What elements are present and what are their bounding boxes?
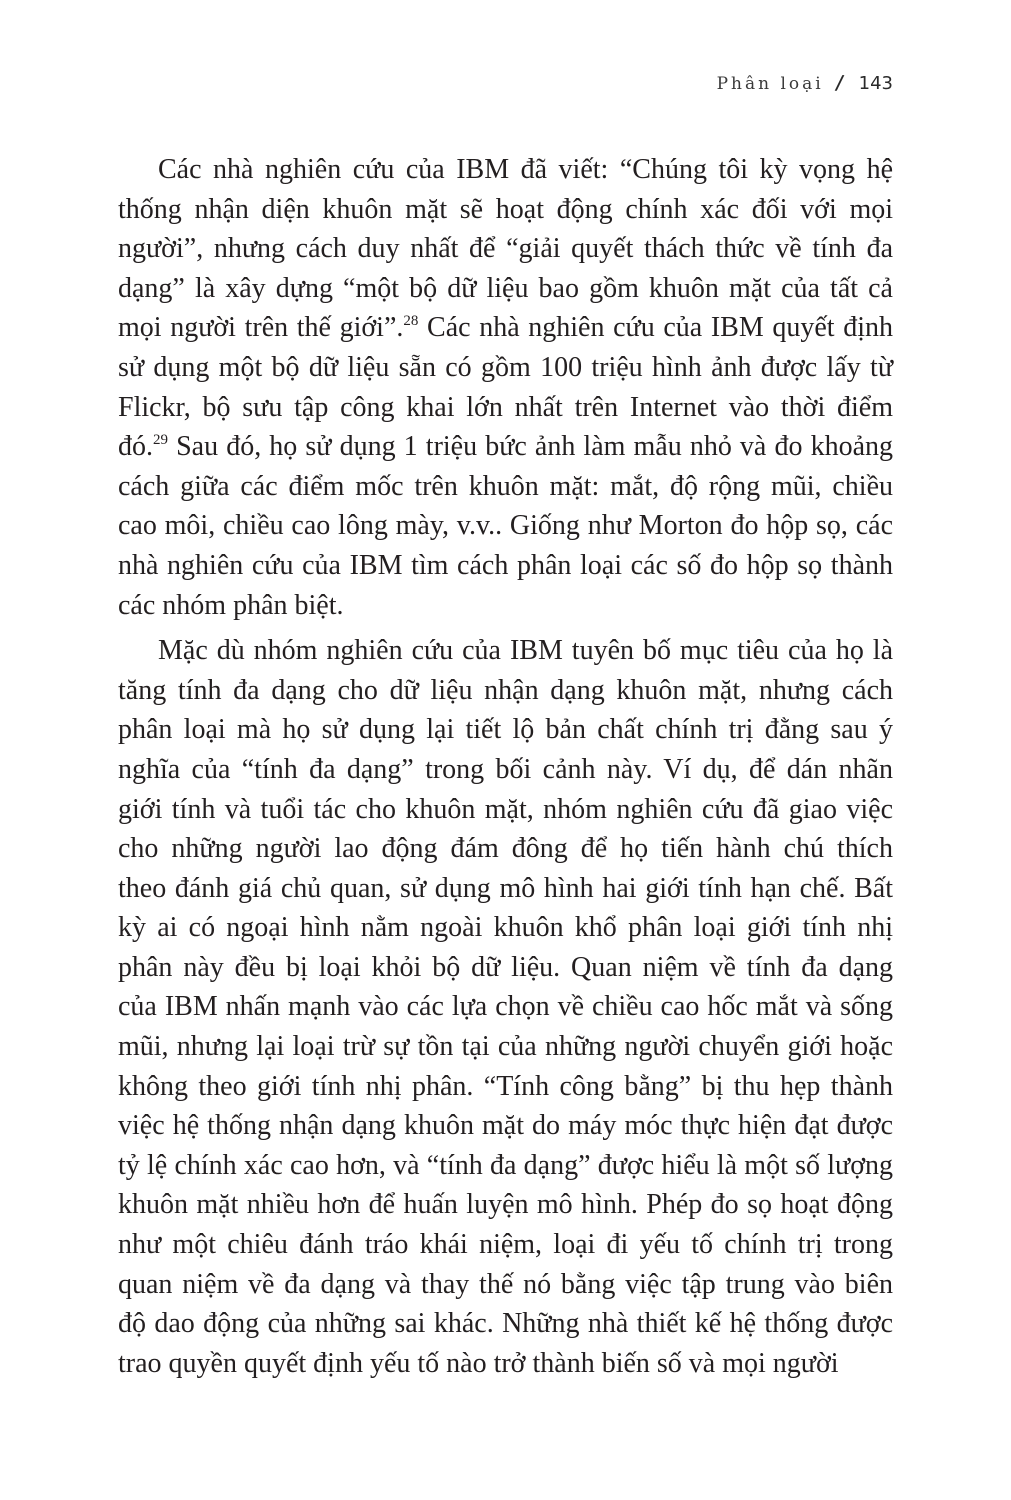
- text-line: giới tính và tuổi tác cho khuôn mặt, nhóm nghiên cứu đã giao việc: [118, 793, 893, 825]
- text-line: mũi, nhưng lại loại trừ sự tồn tại của những người chuyển giới hoặc: [118, 1031, 893, 1063]
- body-text: [118, 150, 893, 1389]
- text-line: dạng” là xây dựng “một bộ dữ liệu bao gồm khuôn mặt của tất cả: [118, 272, 893, 304]
- page-number: 143: [858, 73, 893, 94]
- text-line: theo đánh giá chủ quan, sử dụng mô hình hai giới tính hạn chế. Bất: [118, 872, 893, 904]
- text-line: việc hệ thống nhận dạng khuôn mặt do máy móc thực hiện đạt được: [118, 1110, 893, 1142]
- header-separator: /: [833, 72, 845, 94]
- text-line: như một chiêu đánh tráo khái niệm, loại đi yếu tố chính trị trong: [118, 1229, 893, 1261]
- text-line: nhà nghiên cứu của IBM tìm cách phân loại các số đo hộp sọ thành: [118, 549, 893, 581]
- text-line: phân này đều bị loại khỏi bộ dữ liệu. Quan niệm về tính đa dạng: [118, 951, 893, 983]
- text-line: không theo giới tính nhị phân. “Tính công bằng” bị thu hẹp thành: [118, 1070, 893, 1102]
- text-line: [118, 308, 893, 348]
- text-line: người”, nhưng cách duy nhất để “giải quyết thách thức về tính đa: [118, 233, 893, 265]
- running-title: Phân loại: [716, 74, 824, 94]
- paragraph: [118, 150, 893, 625]
- running-header: [717, 72, 893, 94]
- text-segment: Sau đó, họ sử dụng 1 triệu bức ảnh làm mẫu nhỏ và đo khoảng: [168, 431, 893, 463]
- text-line: cao môi, chiều cao lông mày, v.v.. Giống như Morton đo hộp sọ, các: [118, 510, 893, 542]
- footnote-marker[interactable]: 28: [403, 313, 419, 330]
- text-line: các nhóm phân biệt.: [118, 589, 344, 621]
- text-line: Flickr, bộ sưu tập công khai lớn nhất trên Internet vào thời điểm: [118, 391, 893, 423]
- text-segment: Các nhà nghiên cứu của IBM quyết định: [418, 312, 893, 344]
- text-line: thống nhận diện khuôn mặt sẽ hoạt động chính xác đối với mọi: [118, 193, 893, 225]
- text-line: trao quyền quyết định yếu tố nào trở thành biến số và mọi người: [118, 1347, 839, 1379]
- paragraph: [118, 631, 893, 1383]
- text-segment: đó.: [118, 431, 153, 463]
- text-segment: mọi người trên thế giới”.: [118, 312, 404, 344]
- text-line: nghĩa của “tính đa dạng” trong bối cảnh này. Ví dụ, để dán nhãn: [118, 753, 893, 785]
- text-line: của IBM nhấn mạnh vào các lựa chọn về chiều cao hốc mắt và sống: [118, 991, 893, 1023]
- footnote-marker[interactable]: 29: [153, 432, 168, 449]
- text-line: quan niệm về đa dạng và thay thế nó bằng việc tập trung vào biên: [118, 1268, 893, 1300]
- text-line: khuôn mặt nhiều hơn để huấn luyện mô hình. Phép đo sọ hoạt động: [118, 1189, 893, 1221]
- text-line: Mặc dù nhóm nghiên cứu của IBM tuyên bố mục tiêu của họ là: [158, 635, 893, 667]
- text-line: [118, 427, 893, 467]
- text-line: tỷ lệ chính xác cao hơn, và “tính đa dạng” được hiểu là một số lượng: [118, 1149, 893, 1181]
- text-line: phân loại mà họ sử dụng lại tiết lộ bản chất chính trị đằng sau ý: [118, 714, 893, 746]
- text-line: kỳ ai có ngoại hình nằm ngoài khuôn khổ phân loại giới tính nhị: [118, 912, 893, 944]
- text-line: Các nhà nghiên cứu của IBM đã viết: “Chúng tôi kỳ vọng hệ: [158, 154, 893, 185]
- text-line: cho những người lao động đám đông để họ tiến hành chú thích: [118, 833, 893, 865]
- text-line: sử dụng một bộ dữ liệu sẵn có gồm 100 triệu hình ảnh được lấy từ: [118, 351, 893, 383]
- text-line: cách giữa các điểm mốc trên khuôn mặt: mắt, độ rộng mũi, chiều: [118, 470, 893, 502]
- paragraphs: [118, 150, 893, 1383]
- text-line: độ dao động của những sai khác. Những nhà thiết kế hệ thống được: [118, 1308, 893, 1340]
- text-line: tăng tính đa dạng cho dữ liệu nhận dạng khuôn mặt, nhưng cách: [118, 674, 893, 706]
